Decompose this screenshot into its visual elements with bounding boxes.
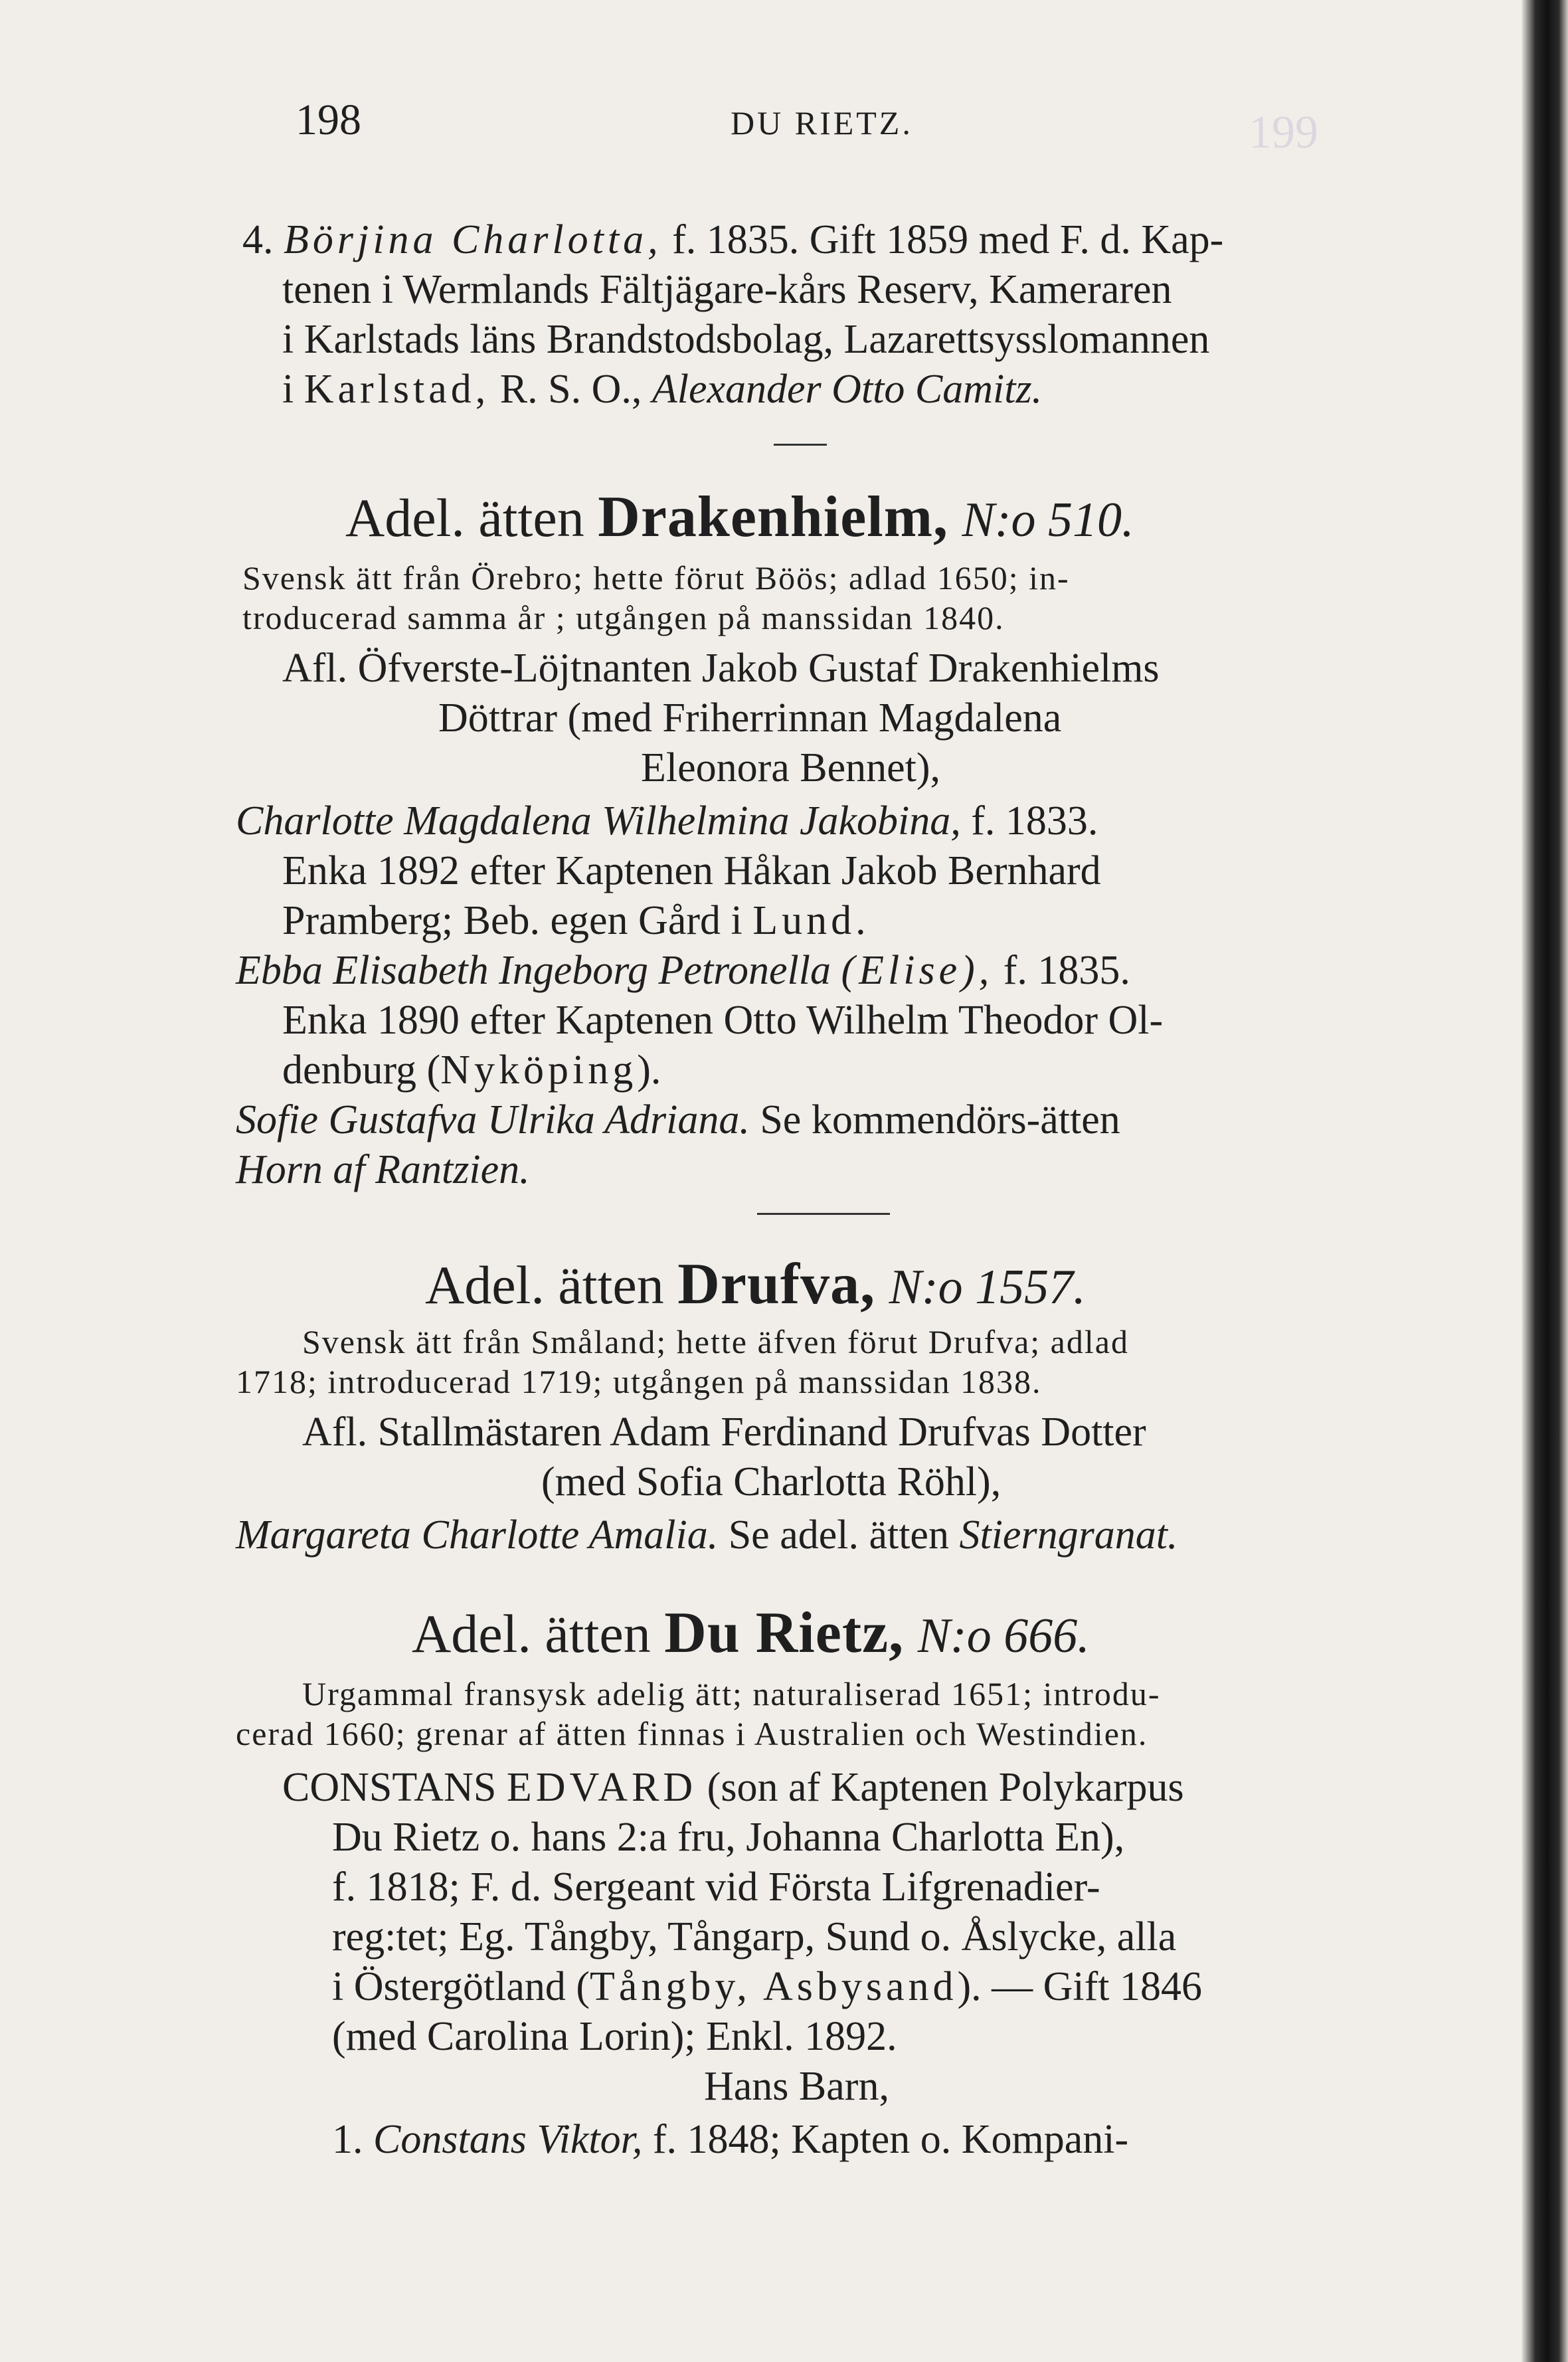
child-1-line: [332, 2119, 1128, 2160]
entry-text: denburg (: [282, 1047, 441, 1093]
entry-text: R. S. O.,: [499, 367, 642, 412]
person-name: Ebba Elisabeth Ingeborg Petronella: [236, 948, 831, 993]
constans-line-6: (med Carolina Lorin); Enkl. 1892.: [332, 2014, 897, 2059]
family-reference: Stierngranat.: [959, 1512, 1178, 1558]
afl-line-2: Döttrar (med Friherrinnan Magdalena: [438, 695, 1062, 741]
divider: [774, 444, 827, 446]
person-name: Constans Viktor,: [373, 2117, 643, 2162]
person-name: CONSTANS: [282, 1765, 497, 1810]
children-heading: Hans Barn,: [704, 2064, 889, 2109]
entry-text: (son af Kaptenen Polykarpus: [707, 1765, 1184, 1810]
person-name: Charlotte Magdalena Wilhelmina Jakobina,: [236, 798, 961, 844]
person-name: Alexander Otto Camitz.: [652, 367, 1043, 412]
entry-text: f. 1835. Gift 1859 med F. d. Kap-: [672, 217, 1224, 262]
person-charlotte-line-2: Enka 1892 efter Kaptenen Håkan Jakob Bernhard: [282, 848, 1101, 893]
person-name: Sofie Gustafva Ulrika Adriana.: [236, 1097, 750, 1142]
person-sofie-line-2: [236, 1149, 530, 1190]
bleed-page-number: 199: [1249, 107, 1318, 158]
running-title: DU RIETZ.: [731, 104, 913, 141]
family-name: Drakenhielm,: [598, 485, 949, 549]
entry-4-line-2: tenen i Wermlands Fältjägare-kårs Reserv, Kameraren: [282, 267, 1172, 312]
entry-4-line-4: [282, 369, 1042, 410]
constans-line-5: [332, 1966, 1202, 2007]
person-charlotte-line-1: [236, 800, 1098, 842]
family-description-1: Svensk ätt från Örebro; hette förut Böös; adlad 1650; in-: [242, 559, 1070, 596]
person-ebba-line-2: Enka 1890 efter Kaptenen Otto Wilhelm Theodor Ol-: [282, 998, 1164, 1043]
place-name: Tångby, Asbysand: [590, 1964, 958, 2009]
afl-line-3: Eleonora Bennet),: [641, 745, 941, 790]
family-description-2: troducerad samma år ; utgången på manssidan 1840.: [242, 599, 1005, 636]
called-name: (Elise),: [841, 948, 994, 993]
entry-text: ). — Gift 1846: [957, 1964, 1203, 2009]
heading-prefix: Adel. ätten: [412, 1603, 651, 1664]
entry-4-line-3: i Karlstads läns Brandstodsbolag, Lazarettsysslomannen: [282, 317, 1210, 362]
family-number: N:o 1557.: [889, 1260, 1086, 1315]
person-ebba-line-3: [282, 1049, 661, 1091]
page-binding-edge: [1522, 0, 1568, 2362]
constans-line-1: [282, 1767, 1184, 1808]
family-reference: Horn af Rantzien.: [236, 1147, 530, 1192]
child-number: 1.: [332, 2117, 363, 2162]
family-description-2: cerad 1660; grenar af ätten finnas i Australien och Westindien.: [236, 1715, 1148, 1752]
constans-line-2: Du Rietz o. hans 2:a fru, Johanna Charlotta En),: [332, 1815, 1125, 1860]
afl-line-1: Afl. Öfverste-Löjtnanten Jakob Gustaf Drakenhielms: [282, 646, 1160, 691]
family-description-1: Urgammal fransysk adelig ätt; naturaliserad 1651; introdu-: [302, 1675, 1161, 1712]
entry-text: i: [282, 367, 294, 412]
page-number: 198: [296, 96, 361, 144]
afl-line-2: (med Sofia Charlotta Röhl),: [541, 1459, 1002, 1504]
birth-year: f. 1833.: [971, 798, 1098, 844]
entry-text: Se kommendörs-ätten: [760, 1097, 1120, 1142]
afl-line-1: Afl. Stallmästaren Adam Ferdinand Drufvas Dotter: [302, 1409, 1146, 1455]
entry-text: ).: [637, 1047, 661, 1093]
person-ebba-line-1: [236, 950, 1130, 991]
place-name: Lund.: [752, 898, 870, 943]
entry-4-line-1: [242, 219, 1223, 260]
entry-text: Pramberg; Beb. egen Gård i: [282, 898, 742, 943]
heading-du-rietz: [412, 1601, 1090, 1665]
heading-prefix: Adel. ätten: [425, 1255, 664, 1315]
person-name: EDVARD: [506, 1765, 697, 1810]
heading-drufva: [425, 1252, 1086, 1317]
family-description-2: 1718; introducerad 1719; utgången på manssidan 1838.: [236, 1363, 1042, 1400]
family-number: N:o 666.: [917, 1609, 1090, 1663]
entry-number: 4.: [242, 217, 274, 262]
family-name: Drufva,: [677, 1252, 876, 1317]
divider: [757, 1213, 890, 1215]
person-margareta: [236, 1514, 1177, 1556]
place-name: Karlstad,: [304, 367, 490, 412]
person-charlotte-line-3: [282, 900, 870, 941]
heading-prefix: Adel. ätten: [345, 488, 584, 548]
person-name: Börjina Charlotta,: [284, 217, 662, 262]
birth-year: f. 1835.: [1003, 948, 1130, 993]
heading-drakenhielm: [345, 485, 1134, 549]
constans-line-3: f. 1818; F. d. Sergeant vid Första Lifgrenadier-: [332, 1864, 1100, 1910]
family-description-1: Svensk ätt från Småland; hette äfven förut Drufva; adlad: [302, 1323, 1129, 1360]
entry-text: Se adel. ätten: [728, 1512, 949, 1558]
family-number: N:o 510.: [962, 493, 1134, 547]
place-name: Nyköping: [440, 1047, 638, 1093]
constans-line-4: reg:tet; Eg. Tångby, Tångarp, Sund o. Åslycke, alla: [332, 1914, 1177, 1959]
person-sofie-line-1: [236, 1099, 1120, 1140]
entry-text: f. 1848; Kapten o. Kompani-: [652, 2117, 1129, 2162]
person-name: Margareta Charlotte Amalia.: [236, 1512, 719, 1558]
entry-text: i Östergötland (: [332, 1964, 590, 2009]
family-name: Du Rietz,: [664, 1601, 905, 1665]
